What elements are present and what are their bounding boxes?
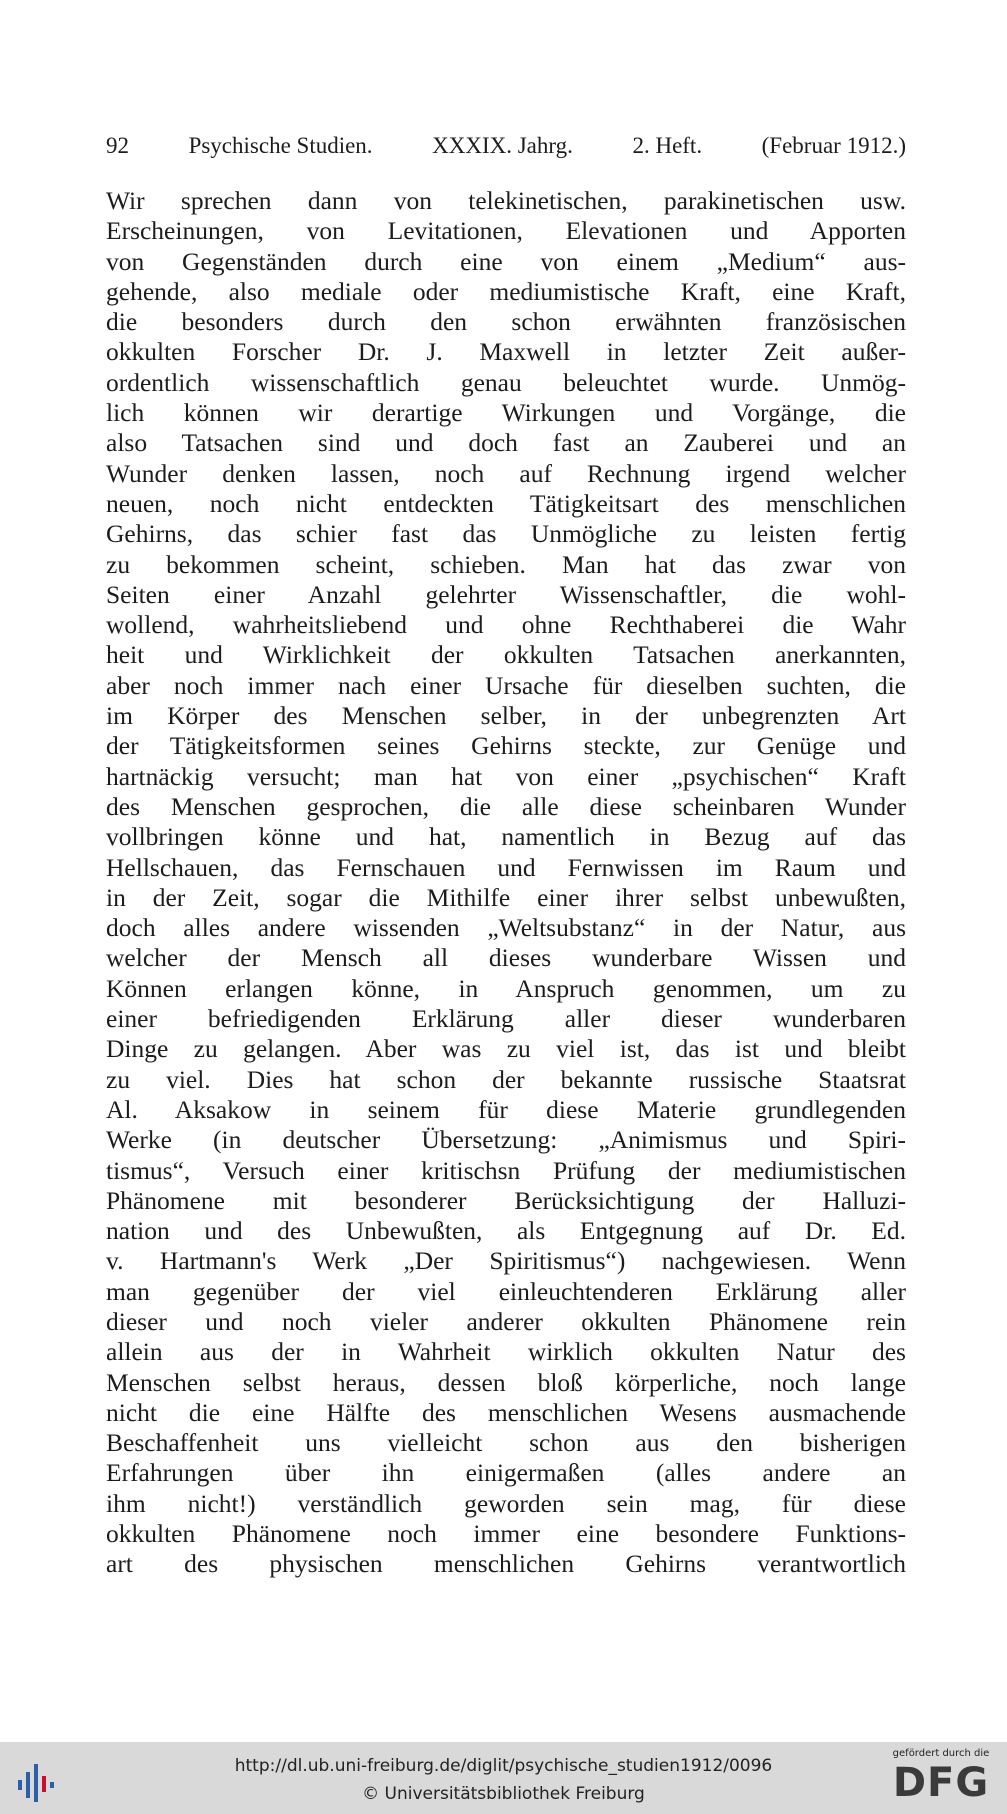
body-text [106,186,906,1580]
text-line: Wir sprechen dann von telekinetischen, parakinetischen usw. [106,186,906,215]
text-line: Beschaffenheit uns vielleicht schon aus den bisherigen [106,1428,906,1458]
text-line: von Gegenständen durch eine von einem „Medium“ aus- [106,246,906,276]
issue-label: 2. Heft. [632,133,703,158]
text-line: okkulten Forscher Dr. J. Maxwell in letzter Zeit außer- [106,337,906,367]
dfg-tagline: gefördert durch die [892,1748,990,1759]
text-line: Können erlangen könne, in Anspruch genommen, um zu [106,973,906,1003]
issue-date: (Februar 1912.) [761,133,906,158]
running-header [106,133,906,159]
text-line: nation und des Unbewußten, als Entgegnung auf Dr. Ed. [106,1216,906,1246]
text-line: einer befriedigenden Erklärung aller dieser wunderbaren [106,1004,906,1034]
text-line: Erfahrungen über ihn einigermaßen (alles andere an [106,1458,906,1488]
text-line: Hellschauen, das Fernschauen und Fernwissen im Raum und [106,852,906,882]
dfg-wordmark: DFG [892,1760,990,1806]
text-line: Werke (in deutscher Übersetzung: „Animismus und Spiri- [106,1125,906,1155]
text-line: dieser und noch vieler anderer okkulten Phänomene rein [106,1306,906,1336]
dfg-logo[interactable] [885,1748,997,1810]
text-line: allein aus der in Wahrheit wirklich okkulten Natur des [106,1337,906,1367]
text-line: Phänomene mit besonderer Berücksichtigung der Halluzi- [106,1185,906,1215]
text-line: ihm nicht!) verständlich geworden sein mag, für diese [106,1488,906,1518]
text-line: in der Zeit, sogar die Mithilfe einer ihrer selbst unbewußten, [106,882,906,912]
text-line: v. Hartmann's Werk „Der Spiritismus“) nachgewiesen. Wenn [106,1246,906,1276]
text-line: wollend, wahrheitsliebend und ohne Rechthaberei die Wahr [106,610,906,640]
text-line: Wunder denken lassen, noch auf Rechnung irgend welcher [106,458,906,488]
text-line: im Körper des Menschen selber, in der unbegrenzten Art [106,701,906,731]
text-line: welcher der Mensch all dieses wunderbare Wissen und [106,943,906,973]
viewer-footer [0,1742,1007,1814]
text-line: zu viel. Dies hat schon der bekannte russische Staatsrat [106,1064,906,1094]
text-line: tismus“, Versuch einer kritischsn Prüfung der mediumistischen [106,1155,906,1185]
text-line: Menschen selbst heraus, dessen bloß körperliche, noch lange [106,1367,906,1397]
text-line: zu bekommen scheint, schieben. Man hat das zwar von [106,549,906,579]
text-line: art des physischen menschlichen Gehirns verantwortlich [106,1549,906,1579]
text-line: hartnäckig versucht; man hat von einer „psychischen“ Kraft [106,761,906,791]
text-line: okkulten Phänomene noch immer eine besondere Funktions- [106,1519,906,1549]
text-line: Seiten einer Anzahl gelehrter Wissenschaftler, die wohl- [106,579,906,609]
text-line: Erscheinungen, von Levitationen, Elevationen und Apporten [106,216,906,246]
text-line: gehende, also mediale oder mediumistische Kraft, eine Kraft, [106,276,906,306]
text-line: man gegenüber der viel einleuchtenderen Erklärung aller [106,1276,906,1306]
journal-title: Psychische Studien. [188,133,373,158]
text-line: nicht die eine Hälfte des menschlichen Wesens ausmachende [106,1397,906,1427]
text-line: des Menschen gesprochen, die alle diese scheinbaren Wunder [106,791,906,821]
page-number: 92 [106,133,129,158]
text-line: also Tatsachen sind und doch fast an Zauberei und an [106,428,906,458]
text-line: doch alles andere wissenden „Weltsubstanz“ in der Natur, aus [106,913,906,943]
text-line: Dinge zu gelangen. Aber was zu viel ist, das ist und bleibt [106,1034,906,1064]
text-line: Gehirns, das schier fast das Unmögliche zu leisten fertig [106,519,906,549]
text-line: die besonders durch den schon erwähnten französischen [106,307,906,337]
volume-label: XXXIX. Jahrg. [432,133,573,158]
text-line: Al. Aksakow in seinem für diese Materie grundlegenden [106,1094,906,1124]
text-line: heit und Wirklichkeit der okkulten Tatsachen anerkannten, [106,640,906,670]
text-line: der Tätigkeitsformen seines Gehirns steckte, zur Genüge und [106,731,906,761]
text-line: ordentlich wissenschaftlich genau beleuchtet wurde. Unmög- [106,367,906,397]
copyright-text: © Universitätsbibliothek Freiburg [362,1784,645,1804]
text-line: neuen, noch nicht entdeckten Tätigkeitsart des menschlichen [106,488,906,518]
text-line: lich können wir derartige Wirkungen und Vorgänge, die [106,398,906,428]
text-line: vollbringen könne und hat, namentlich in Bezug auf das [106,822,906,852]
source-url-link[interactable]: http://dl.ub.uni-freiburg.de/diglit/psychische_studien1912/0096 [234,1756,773,1776]
text-line: aber noch immer nach einer Ursache für dieselben suchten, die [106,670,906,700]
